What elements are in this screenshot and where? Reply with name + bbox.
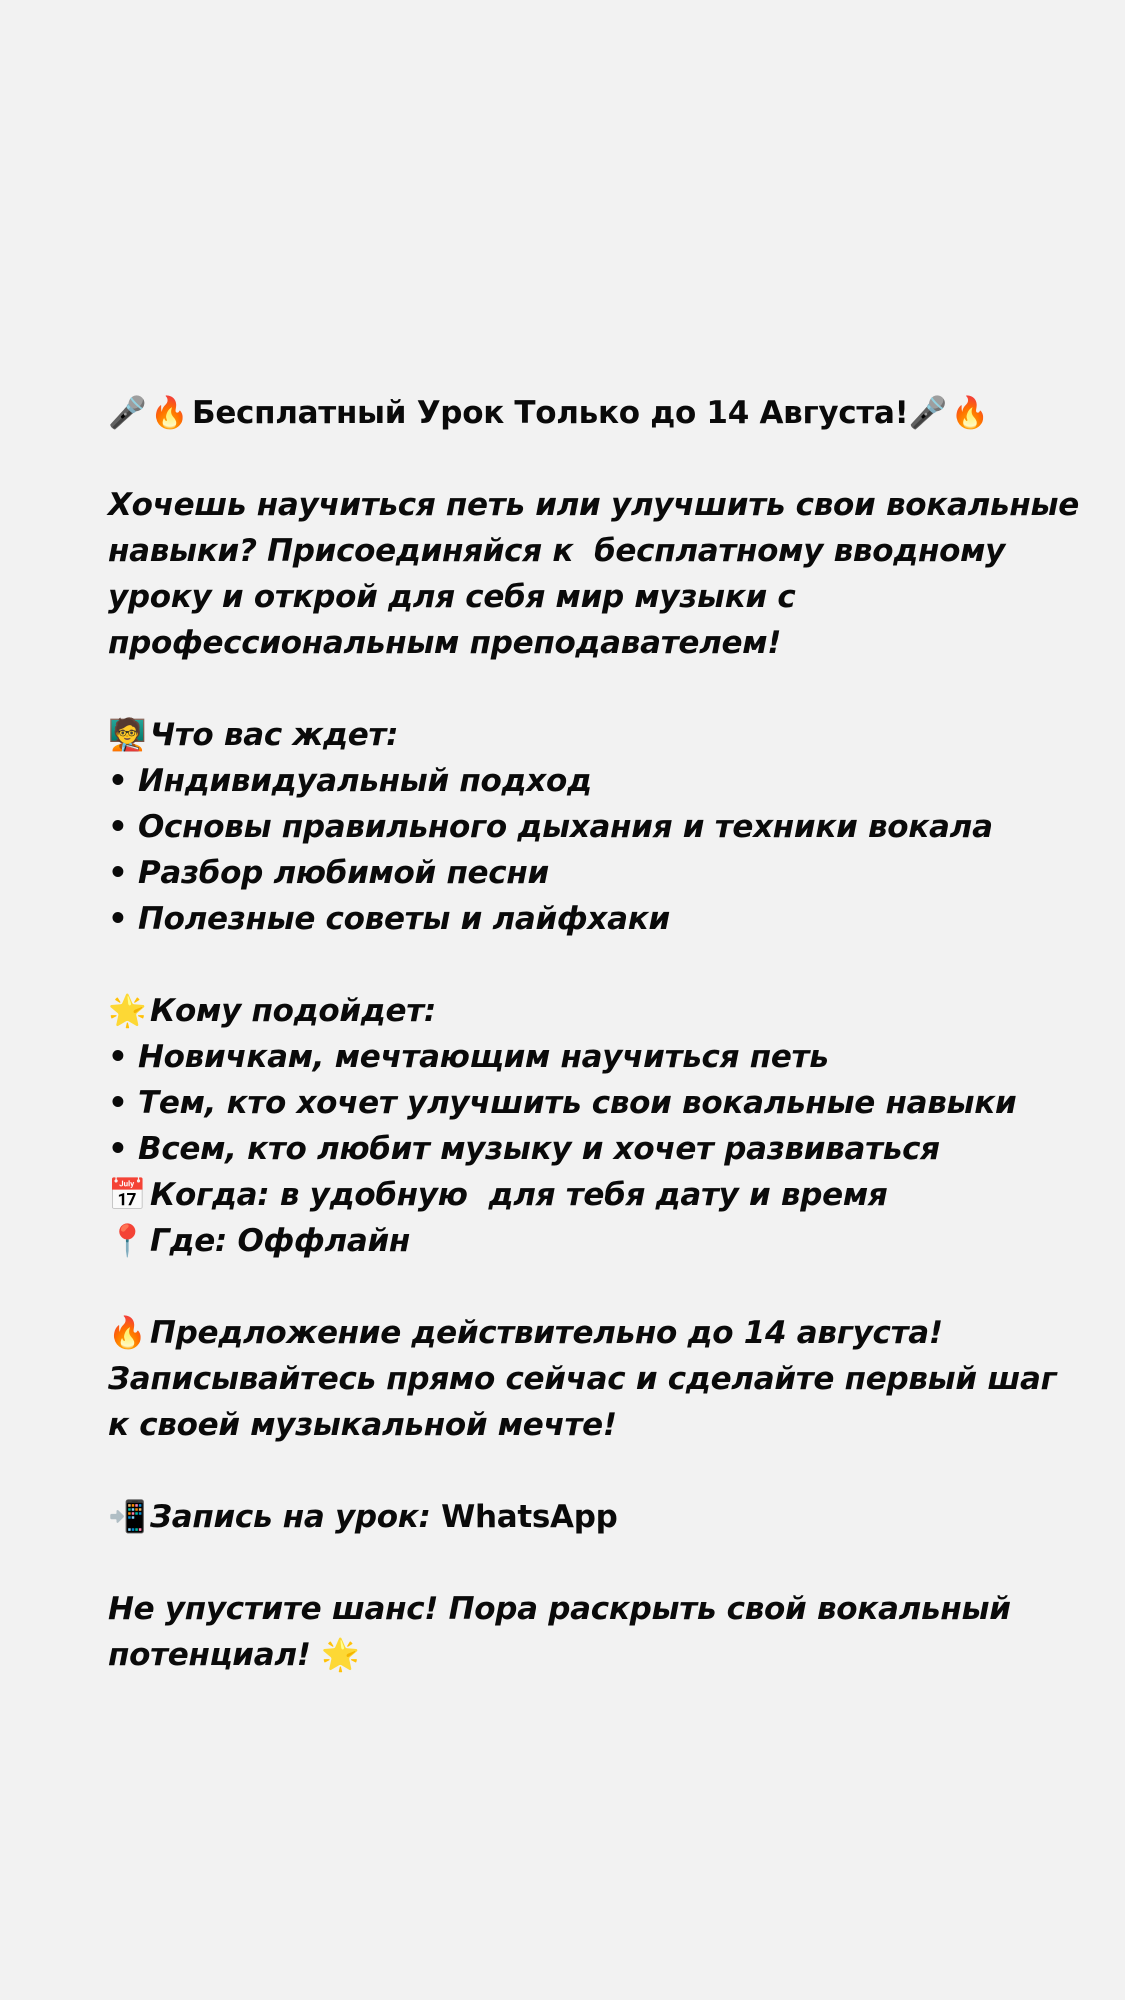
spacer — [108, 1448, 1048, 1494]
signup-label: Запись на урок: — [150, 1499, 442, 1535]
headline — [108, 390, 1048, 436]
fire-icon: 🔥 — [108, 1315, 147, 1351]
signup-line — [108, 1494, 1048, 1540]
star-icon: 🌟 — [108, 993, 147, 1029]
intro-line: навыки? Присоединяйся к бесплатному вводному — [108, 533, 1006, 569]
star-icon: 🌟 — [321, 1637, 360, 1673]
spacer — [108, 1264, 1048, 1310]
audience-heading-text: Кому подойдет: — [150, 993, 436, 1029]
closing-line: Не упустите шанс! Пора раскрыть свой вокальный — [108, 1591, 1011, 1627]
audience-heading — [108, 988, 1048, 1034]
closing-line — [108, 1632, 1048, 1678]
expect-item: • Разбор любимой песни — [108, 855, 549, 891]
where-text: Где: Оффлайн — [150, 1223, 411, 1259]
whatsapp-link[interactable]: WhatsApp — [441, 1499, 618, 1535]
phone-arrow-icon: 📲 — [108, 1499, 147, 1535]
audience-item: • Всем, кто любит музыку и хочет развиваться — [108, 1131, 940, 1167]
offer-text: Предложение действительно до 14 августа! — [150, 1315, 943, 1351]
microphone-icon: 🎤 — [108, 395, 147, 431]
fire-icon: 🔥 — [950, 395, 989, 431]
expect-item: • Полезные советы и лайфхаки — [108, 901, 670, 937]
fire-icon: 🔥 — [150, 395, 189, 431]
microphone-icon: 🎤 — [908, 395, 947, 431]
story-text — [108, 390, 1079, 1678]
headline-text: Бесплатный Урок Только до 14 Августа! — [192, 395, 909, 431]
intro-line: уроку и открой для себя мир музыки с — [108, 579, 796, 615]
intro-line: профессиональным преподавателем! — [108, 625, 782, 661]
expect-item: • Индивидуальный подход — [108, 763, 592, 799]
when-line — [108, 1172, 1048, 1218]
spacer — [108, 942, 1048, 988]
spacer — [108, 1540, 1048, 1586]
closing-text: потенциал! — [108, 1637, 322, 1673]
teacher-icon: 🧑‍🏫 — [108, 717, 147, 753]
offer-line: к своей музыкальной мечте! — [108, 1407, 617, 1443]
pin-icon: 📍 — [108, 1223, 147, 1259]
audience-item: • Тем, кто хочет улучшить свои вокальные навыки — [108, 1085, 1017, 1121]
calendar-icon: 📅 — [108, 1177, 147, 1213]
intro-line: Хочешь научиться петь или улучшить свои вокальные — [108, 487, 1079, 523]
spacer — [108, 436, 1048, 482]
audience-item: • Новичкам, мечтающим научиться петь — [108, 1039, 829, 1075]
expect-item: • Основы правильного дыхания и техники вокала — [108, 809, 993, 845]
offer-line — [108, 1310, 1048, 1356]
expect-heading — [108, 712, 1048, 758]
spacer — [108, 666, 1048, 712]
where-line — [108, 1218, 1048, 1264]
when-text: Когда: в удобную для тебя дату и время — [150, 1177, 888, 1213]
expect-heading-text: Что вас ждет: — [150, 717, 399, 753]
offer-line: Записывайтесь прямо сейчас и сделайте первый шаг — [108, 1361, 1057, 1397]
